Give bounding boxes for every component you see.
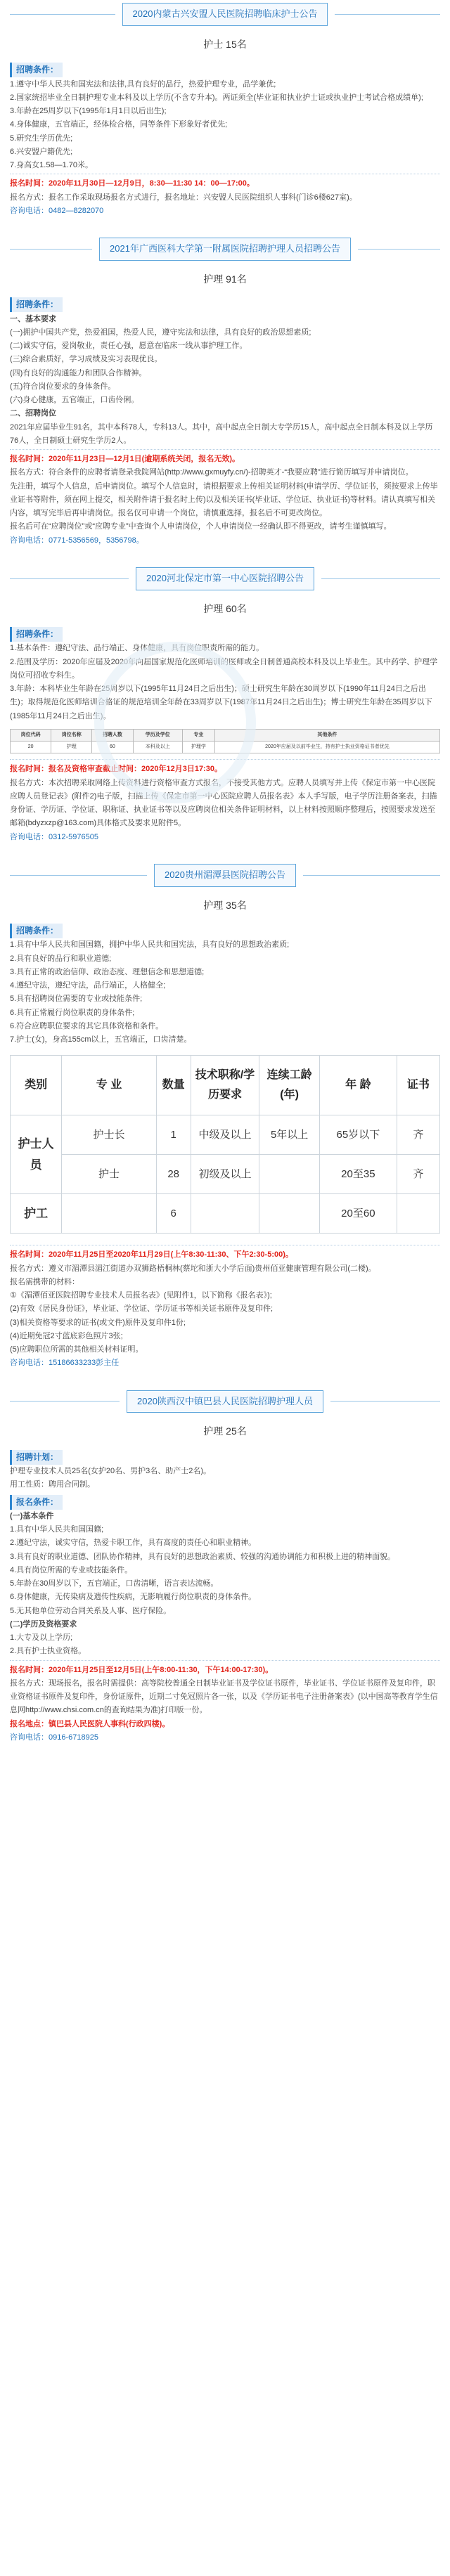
registration-time: 报名时间：2020年11月25日至12月5日(上午8:00-11:30，下午14:00-17:30)。 xyxy=(10,1665,274,1674)
headcount: 护士 15名 xyxy=(203,38,247,50)
requirement-line: 2.范围及学历：2020年应届及2020年向届国家规范化医师培训的医师或全日制普通高校本科及以上毕业生。其中药学、护理学岗位可招收专科生。 xyxy=(10,657,438,680)
table-cell: 护理 xyxy=(51,742,92,753)
requirement-line: 7.身高女1.58—1.70米。 xyxy=(10,161,93,169)
table-row xyxy=(11,742,440,753)
contact-phone: 咨询电话：0771-5356569，5356798。 xyxy=(10,536,144,545)
table-cell: 初级及以上 xyxy=(191,1155,259,1194)
requirement-line: 5.研究生学历优先; xyxy=(10,134,73,143)
table-cell: 齐 xyxy=(397,1115,439,1155)
table-header-cell: 类别 xyxy=(11,1056,62,1115)
requirements-label: 招聘条件： xyxy=(10,627,63,642)
table-cell: 65岁以下 xyxy=(319,1115,397,1155)
headcount: 护理 91名 xyxy=(203,273,247,285)
subheading: (二)学历及资格要求 xyxy=(10,1619,77,1629)
table-header-cell: 连续工龄(年) xyxy=(259,1056,320,1115)
table-cell: 6 xyxy=(156,1194,191,1234)
category-cell: 护工 xyxy=(11,1194,62,1234)
table-cell: 1 xyxy=(156,1115,191,1155)
documents-title: 报名需携带的材料： xyxy=(10,1277,79,1286)
divider xyxy=(10,578,129,579)
table-cell: 20 xyxy=(11,742,51,753)
divider xyxy=(330,1401,440,1402)
contact-phone: 咨询电话：0312-5976505 xyxy=(10,832,98,841)
contact-phone: 咨询电话：0916-6718925 xyxy=(10,1733,98,1742)
requirement-line: 1.基本条件：遵纪守法、品行端正、身体健康，具有岗位职责所需的能力。 xyxy=(10,644,264,653)
requirement-line: 3.年龄：本科毕业生年龄在25周岁以下(1995年11月24日之后出生)；硕士研究生年龄在30周岁以下(1990年11月24日之后出生)；取得规范化医师培训合格证的规范培训全年龄在33周岁以下(1987年11月24日之后出生)；博士研究生年龄在35周岁以下(1985年11月24日之后出生)。 xyxy=(10,685,432,720)
table-header-cell: 专业 xyxy=(183,729,215,741)
requirements-label: 报名条件： xyxy=(10,1495,63,1510)
section-title: 2020内蒙古兴安盟人民医院招聘临床护士公告 xyxy=(122,3,328,26)
requirement-line: 3.具有正常的政治信仰、政治态度、理想信念和思想道德; xyxy=(10,967,205,976)
subheading: 二、招聘岗位 xyxy=(10,409,56,418)
table-header-cell: 数量 xyxy=(156,1056,191,1115)
document-line: (4)近期免冠2寸蓝底彩色照片3张; xyxy=(10,1331,123,1340)
requirement-line: 3.年龄在25周岁以下(1995年1月1日以后出生); xyxy=(10,107,167,115)
table-cell: 2020年应届及以前毕业生，持有护士执业资格证书者优先 xyxy=(214,742,439,753)
requirement-line: 6.兴安盟户籍优先; xyxy=(10,147,73,156)
table-cell: 20至60 xyxy=(319,1194,397,1234)
section-header xyxy=(10,564,440,590)
table-header-cell: 证书 xyxy=(397,1056,439,1115)
registration-method-detail: 报名后可在“应聘岗位”或“应聘专业”中查询个人申请岗位，个人申请岗位一经确认即不得更改，请考生谨慎填写。 xyxy=(10,522,392,531)
divider xyxy=(335,14,440,15)
table-cell: 60 xyxy=(92,742,133,753)
document-line: ①《湄潭佰亚医院招聘专业技术人员报名表》(见附件1，以下简称《报名表》); xyxy=(10,1291,272,1300)
registration-time: 报名时间：2020年11月30日—12月9日，8:30—11:30 14：00—17:00。 xyxy=(10,179,255,188)
posts-description: 2021年应届毕业生91名，其中本科78人，专科13人。其中，高中起点全日制大专学历15人，高中起点全日制本科及以上学历76人，全日制硕士研究生学历2人。 xyxy=(10,422,433,445)
table-header-row xyxy=(11,1056,440,1115)
requirement-line: (六)身心健康，五官端正，口齿伶俐。 xyxy=(10,396,139,404)
registration-time: 报名时间：报名及资格审查截止时间：2020年12月3日17:30。 xyxy=(10,765,222,774)
notice-hebei-baoding xyxy=(10,564,440,844)
requirements-label: 招聘条件： xyxy=(10,297,63,312)
plan-line: 用工性质：聘用合同制。 xyxy=(10,1480,95,1489)
requirement-line: (四)有良好的沟通能力和团队合作精神。 xyxy=(10,368,147,377)
requirement-line: 6.具有正常履行岗位职责的身体条件; xyxy=(10,1008,135,1017)
requirement-line: 2.具有良好的品行和职业道德; xyxy=(10,954,112,963)
table-header-cell: 岗位名称 xyxy=(51,729,92,741)
subheading: (一)基本条件 xyxy=(10,1511,54,1520)
table-header-cell: 年 龄 xyxy=(319,1056,397,1115)
requirement-line: 1.大专及以上学历; xyxy=(10,1633,73,1642)
table-cell: 护理学 xyxy=(183,742,215,753)
table-cell xyxy=(259,1194,320,1234)
requirement-line: 1.具有中华人民共和国国籍; xyxy=(10,1525,104,1534)
section-title: 2020河北保定市第一中心医院招聘公告 xyxy=(136,567,314,590)
table-header-cell: 其他条件 xyxy=(214,729,439,741)
section-header xyxy=(10,861,440,887)
plan-label: 招聘计划： xyxy=(10,1450,63,1465)
divider xyxy=(10,249,92,250)
section-title: 2020陕西汉中镇巴县人民医院招聘护理人员 xyxy=(127,1390,323,1413)
registration-time: 报名时间：2020年11月23日—12月1日(逾期系统关闭，报名无效)。 xyxy=(10,455,240,463)
divider xyxy=(10,1660,440,1661)
table-header-cell: 专 业 xyxy=(62,1056,156,1115)
table-header-cell: 学历及学位 xyxy=(133,729,183,741)
headcount: 护理 60名 xyxy=(203,602,247,614)
notice-inner-mongolia xyxy=(10,0,440,218)
subheading: 一、基本要求 xyxy=(10,314,56,323)
registration-method: 报名方式：报名工作采取现场报名方式进行，报名地址：兴安盟人民医院组织人事科(门诊6楼627室)。 xyxy=(10,193,357,202)
notice-shaanxi-zhenba xyxy=(10,1387,440,1745)
table-header-cell: 招聘人数 xyxy=(92,729,133,741)
requirement-line: 6.身体健康，无传染病及遗传性疾病，无影响履行岗位职责的身体条件。 xyxy=(10,1593,257,1602)
divider xyxy=(358,249,440,250)
document-line: (3)相关资格等要求的证书(或文件)原件及复印件1份; xyxy=(10,1318,186,1327)
contact-phone: 咨询电话：0482—8282070 xyxy=(10,206,104,215)
requirement-line: (一)拥护中国共产党，热爱祖国，热爱人民，遵守宪法和法律，具有良好的政治思想素质; xyxy=(10,328,311,337)
table-cell xyxy=(62,1194,156,1234)
requirement-line: (二)诚实守信，爱岗敬业，责任心强，愿意在临床一线从事护理工作。 xyxy=(10,342,248,350)
table-cell: 28 xyxy=(156,1155,191,1194)
divider xyxy=(10,759,440,760)
requirement-line: 2.遵纪守法，诚实守信，热爱卡职工作，具有高度的责任心和职业精神。 xyxy=(10,1539,257,1548)
section-header xyxy=(10,235,440,261)
table-header-cell: 岗位代码 xyxy=(11,729,51,741)
document-line: (5)应聘职位所需的其他相关材料证明。 xyxy=(10,1345,143,1354)
contact-phone: 咨询电话：15186633233彭主任 xyxy=(10,1359,120,1368)
registration-method: 报名方式：现场报名，报名时需提供：高等院校普通全日制毕业证书及学位证书原件，毕业证书、学位证书原件及复印件，职业资格证书原件及复印件，身份证原件，近期二寸免冠照片各一张，以及《学历证书电子注册备案表》(以中国高等教育学生信息网http://www.chsi.com.cn的查询结果为准)打印版一份。 xyxy=(10,1678,438,1715)
requirement-line: 5.具有招聘岗位需要的专业或技能条件; xyxy=(10,995,143,1004)
headcount: 护理 25名 xyxy=(203,1425,247,1437)
table-header-row xyxy=(11,729,440,741)
divider xyxy=(10,449,440,450)
table-cell xyxy=(191,1194,259,1234)
registration-time: 报名时间：2020年11月25日至2020年11月29日(上午8:30-11:30、下午2:30-5:00)。 xyxy=(10,1250,293,1260)
requirement-line: 4.遵纪守法，遵纪守法，品行端正，人格健全; xyxy=(10,981,166,990)
table-row xyxy=(11,1194,440,1234)
requirement-line: 7.护士(女)，身高155cm以上，五官端正，口齿清楚。 xyxy=(10,1035,192,1044)
section-header xyxy=(10,1387,440,1413)
divider xyxy=(10,1401,120,1402)
positions-table xyxy=(10,729,440,754)
table-cell: 本科及以上 xyxy=(133,742,183,753)
registration-address: 报名地点：镇巴县人民医院人事科(行政四楼)。 xyxy=(10,1719,170,1728)
requirement-line: 2.国家统招毕业全日制护理专业本科及以上学历(不含专升本)。两证须全(毕业证和执业护士证或执业护士考试合格成绩单); xyxy=(10,93,423,102)
registration-method: 报名方式：符合条件的应聘者请登录我院网站(http://www.gxmuyfy.cn/)-招聘英才-“我要应聘”进行简历填写并申请岗位。 xyxy=(10,468,413,477)
table-row xyxy=(11,1115,440,1155)
positions-table xyxy=(10,1055,440,1234)
requirements-label: 招聘条件： xyxy=(10,63,63,77)
table-cell: 5年以上 xyxy=(259,1115,320,1155)
requirement-line: 1.具有中华人民共和国国籍，拥护中华人民共和国宪法，具有良好的思想政治素质; xyxy=(10,940,290,950)
notice-guizhou-meitan xyxy=(10,861,440,1371)
requirement-line: 3.具有良好的职业道德、团队协作精神，具有良好的思想政治素质、较强的沟通协调能力和积极上进的精神面貌。 xyxy=(10,1552,396,1561)
table-cell: 护士长 xyxy=(62,1115,156,1155)
requirement-line: (三)综合素质好，学习成绩及实习表现优良。 xyxy=(10,355,162,364)
table-cell xyxy=(259,1155,320,1194)
requirement-line: 4.身体健康，五官端正，经体检合格，同等条件下形象好者优先; xyxy=(10,120,228,129)
requirement-line: 2.具有护士执业资格。 xyxy=(10,1647,86,1656)
table-cell: 护士 xyxy=(62,1155,156,1194)
registration-method: 报名方式：遵义市湄潭县湄江街道办双狮路梧桐林(蔡坨和浙大小学后面)贵州佰亚健康管理有限公司(二楼)。 xyxy=(10,1264,376,1273)
table-cell: 20至35 xyxy=(319,1155,397,1194)
requirement-line: (五)符合岗位要求的身体条件。 xyxy=(10,382,116,391)
divider xyxy=(321,578,440,579)
category-cell: 护士人员 xyxy=(11,1115,62,1194)
document-line: (2)有效《居民身份证》，毕业证、学位证、学历证书等相关证书原件及复印件; xyxy=(10,1305,273,1314)
table-cell: 中级及以上 xyxy=(191,1115,259,1155)
requirement-line: 5.无其他单位劳动合同关系及人事、医疗保险。 xyxy=(10,1606,172,1615)
headcount: 护理 35名 xyxy=(203,899,247,911)
table-header-cell: 技术职称/学历要求 xyxy=(191,1056,259,1115)
requirement-line: 6.符合应聘职位要求的其它具体资格和条件。 xyxy=(10,1021,164,1030)
registration-method: 报名方式：本次招聘采取网络上传资料进行资格审查方式报名，不接受其他方式。应聘人员填写并上传《保定市第一中心医院应聘人员登记表》(附件2)电子版，扫描上传《保定市第一中心医院应聘人员报名表》本人手写版，电子学历注册备案表，扫描身份证、学历证、学位证、职称证、执业证书等以及应聘岗位相关条件证明材料，以上材料按照顺序整理后，按照要求发送至邮箱(bdyzxzp@163.com)具体格式及要求见附件5。 xyxy=(10,778,437,828)
registration-method-detail: 先注册，填写个人信息，后申请岗位。填写个人信息时，请根据要求上传相关证明材料(申请学历、学位证书，须按要求上传毕业证书等附件，须在网上提交，相关附件请于报名时上传)以及相关证书(毕业证、学位证、执业证书)等材料。请认真填写相关内容，填写完毕后再申请岗位。报名仅可申请一个岗位，请慎重选择，报名后不可更改岗位。 xyxy=(10,481,438,517)
section-title: 2020贵州湄潭县医院招聘公告 xyxy=(154,864,296,887)
notice-guangxi xyxy=(10,235,440,548)
requirements-label: 招聘条件： xyxy=(10,924,63,938)
divider xyxy=(303,875,440,876)
table-row xyxy=(11,1155,440,1194)
plan-line: 护理专业技术人员25名(女护20名、男护3名、助产士2名)。 xyxy=(10,1467,212,1475)
requirement-line: 4.具有岗位所需的专业或技能条件。 xyxy=(10,1565,133,1574)
section-title: 2021年广西医科大学第一附属医院招聘护理人员招聘公告 xyxy=(99,238,351,261)
divider xyxy=(10,875,147,876)
requirement-line: 1.遵守中华人民共和国宪法和法律,具有良好的品行，热爱护理专业，品学兼优; xyxy=(10,79,276,89)
table-cell xyxy=(397,1194,439,1234)
divider xyxy=(10,14,115,15)
section-header xyxy=(10,0,440,26)
requirement-line: 5.年龄在30周岁以下，五官端正，口齿清晰，语言表达流畅。 xyxy=(10,1579,219,1588)
table-cell: 齐 xyxy=(397,1155,439,1194)
